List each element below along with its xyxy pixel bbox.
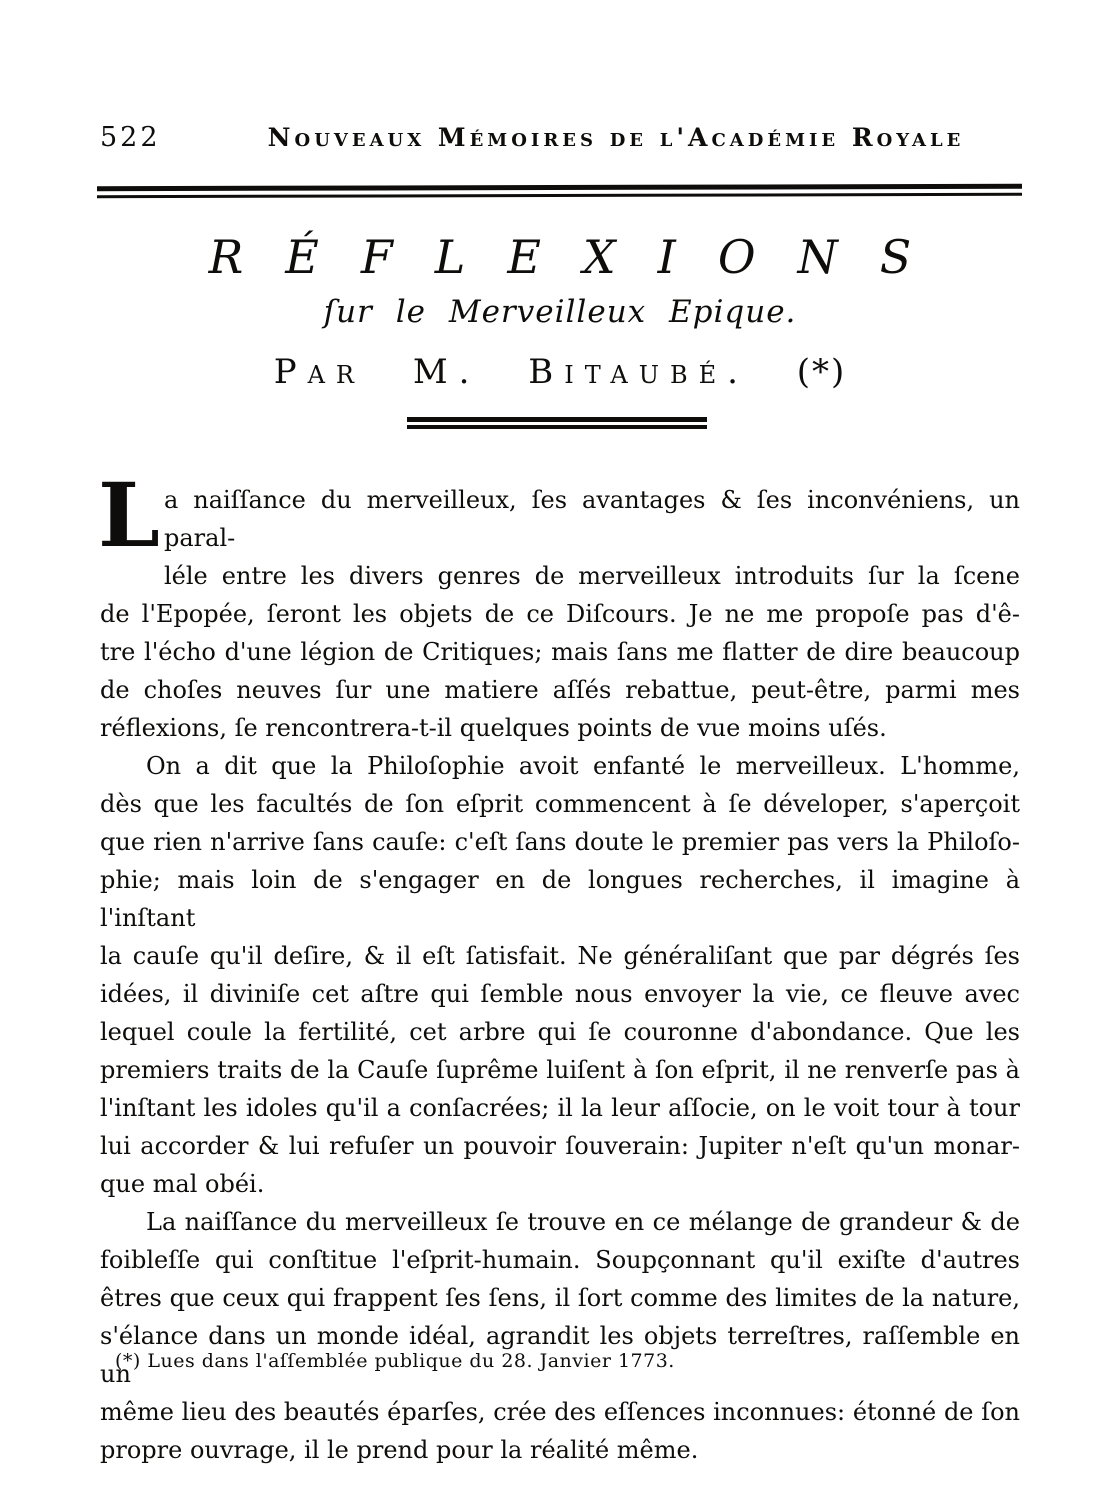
- text-line: l'inſtant les idoles qu'il a conſacrées; il la leur aſſocie, on le voit tour à tour: [100, 1094, 1020, 1122]
- paragraph: [100, 747, 1020, 1203]
- text-line: tre l'écho d'une légion de Critiques; mais ſans me flatter de dire beaucoup: [100, 638, 1020, 666]
- text-line: lequel coule la fertilité, cet arbre qui ſe couronne d'abondance. Que les: [100, 1018, 1020, 1046]
- article-subtitle: ſur le Merveilleux Epique.: [323, 294, 797, 330]
- paragraph: [100, 1203, 1020, 1469]
- double-rule-short: [407, 417, 707, 429]
- text-line: que mal obéi.: [100, 1170, 265, 1198]
- text-line: s'élance dans un monde idéal, agrandit les objets terreſtres, raſſemble en un: [100, 1322, 1020, 1388]
- text-line: léle entre les divers genres de merveilleux introduits ſur la ſcene: [164, 562, 1020, 590]
- text-line: que rien n'arrive ſans cauſe: c'eſt ſans doute le premier pas vers la Philoſo-: [100, 828, 1020, 856]
- text-line: de l'Epopée, ſeront les objets de ce Diſcours. Je ne me propoſe pas d'ê-: [100, 600, 1020, 628]
- article-title: RÉFLEXIONS: [208, 230, 954, 284]
- text-line: On a dit que la Philoſophie avoit enfanté le merveilleux. L'homme,: [146, 752, 1020, 780]
- text-line: La naiſſance du merveilleux ſe trouve en ce mélange de grandeur & de: [146, 1208, 1020, 1236]
- body-text: [98, 463, 1020, 1469]
- text-line: a naiſſance du merveilleux, ſes avantages & ſes inconvéniens, un paral-: [164, 486, 1020, 552]
- text-line: propre ouvrage, il le prend pour la réalité même.: [100, 1436, 699, 1464]
- running-title: Nouveaux Mémoires de l'Académie Royale: [267, 123, 965, 152]
- paragraph: [98, 463, 1020, 747]
- byline-author: Bitaubé.: [528, 352, 749, 392]
- text-line: idées, il diviniſe cet aſtre qui ſemble nous envoyer la vie, ce fleuve avec: [100, 980, 1020, 1008]
- footnote: (*) Lues dans l'aſſemblée publique du 28. Janvier 1773.: [115, 1350, 675, 1372]
- byline-par: Par: [273, 352, 365, 392]
- text-line: même lieu des beautés éparſes, crée des eſſences inconnues: étonné de ſon: [100, 1398, 1020, 1426]
- byline-footnote-mark: (*): [796, 352, 847, 392]
- text-line: de choſes neuves ſur une matiere aſſés rebattue, peut-être, parmi mes: [100, 676, 1020, 704]
- text-line: êtres que ceux qui frappent ſes ſens, il ſort comme des limites de la nature,: [100, 1284, 1020, 1312]
- text-line: dès que les facultés de ſon eſprit commencent à ſe déveloper, s'aperçoit: [100, 790, 1020, 818]
- text-line: la cauſe qu'il deſire, & il eſt ſatisfait. Ne généraliſant que par dégrés ſes: [100, 942, 1020, 970]
- text-line: premiers traits de la Cauſe ſuprême luiſent à ſon eſprit, il ne renverſe pas à: [100, 1056, 1020, 1084]
- byline-m: M.: [412, 352, 481, 392]
- running-header: [100, 122, 1022, 153]
- text-line: foibleſſe qui conſtitue l'eſprit-humain. Soupçonnant qu'il exiſte d'autres: [100, 1246, 1020, 1274]
- byline: [100, 352, 1020, 392]
- text-line: réflexions, ſe rencontrera-t-il quelques points de vue moins uſés.: [100, 714, 887, 742]
- double-rule-full: [97, 184, 1022, 198]
- text-line: phie; mais loin de s'engager en de longues recherches, il imagine à l'inſtant: [100, 866, 1020, 932]
- drop-cap: L: [98, 463, 160, 567]
- page-number: 522: [100, 122, 161, 153]
- text-line: lui accorder & lui refuſer un pouvoir ſouverain: Jupiter n'eſt qu'un monar-: [100, 1132, 1020, 1160]
